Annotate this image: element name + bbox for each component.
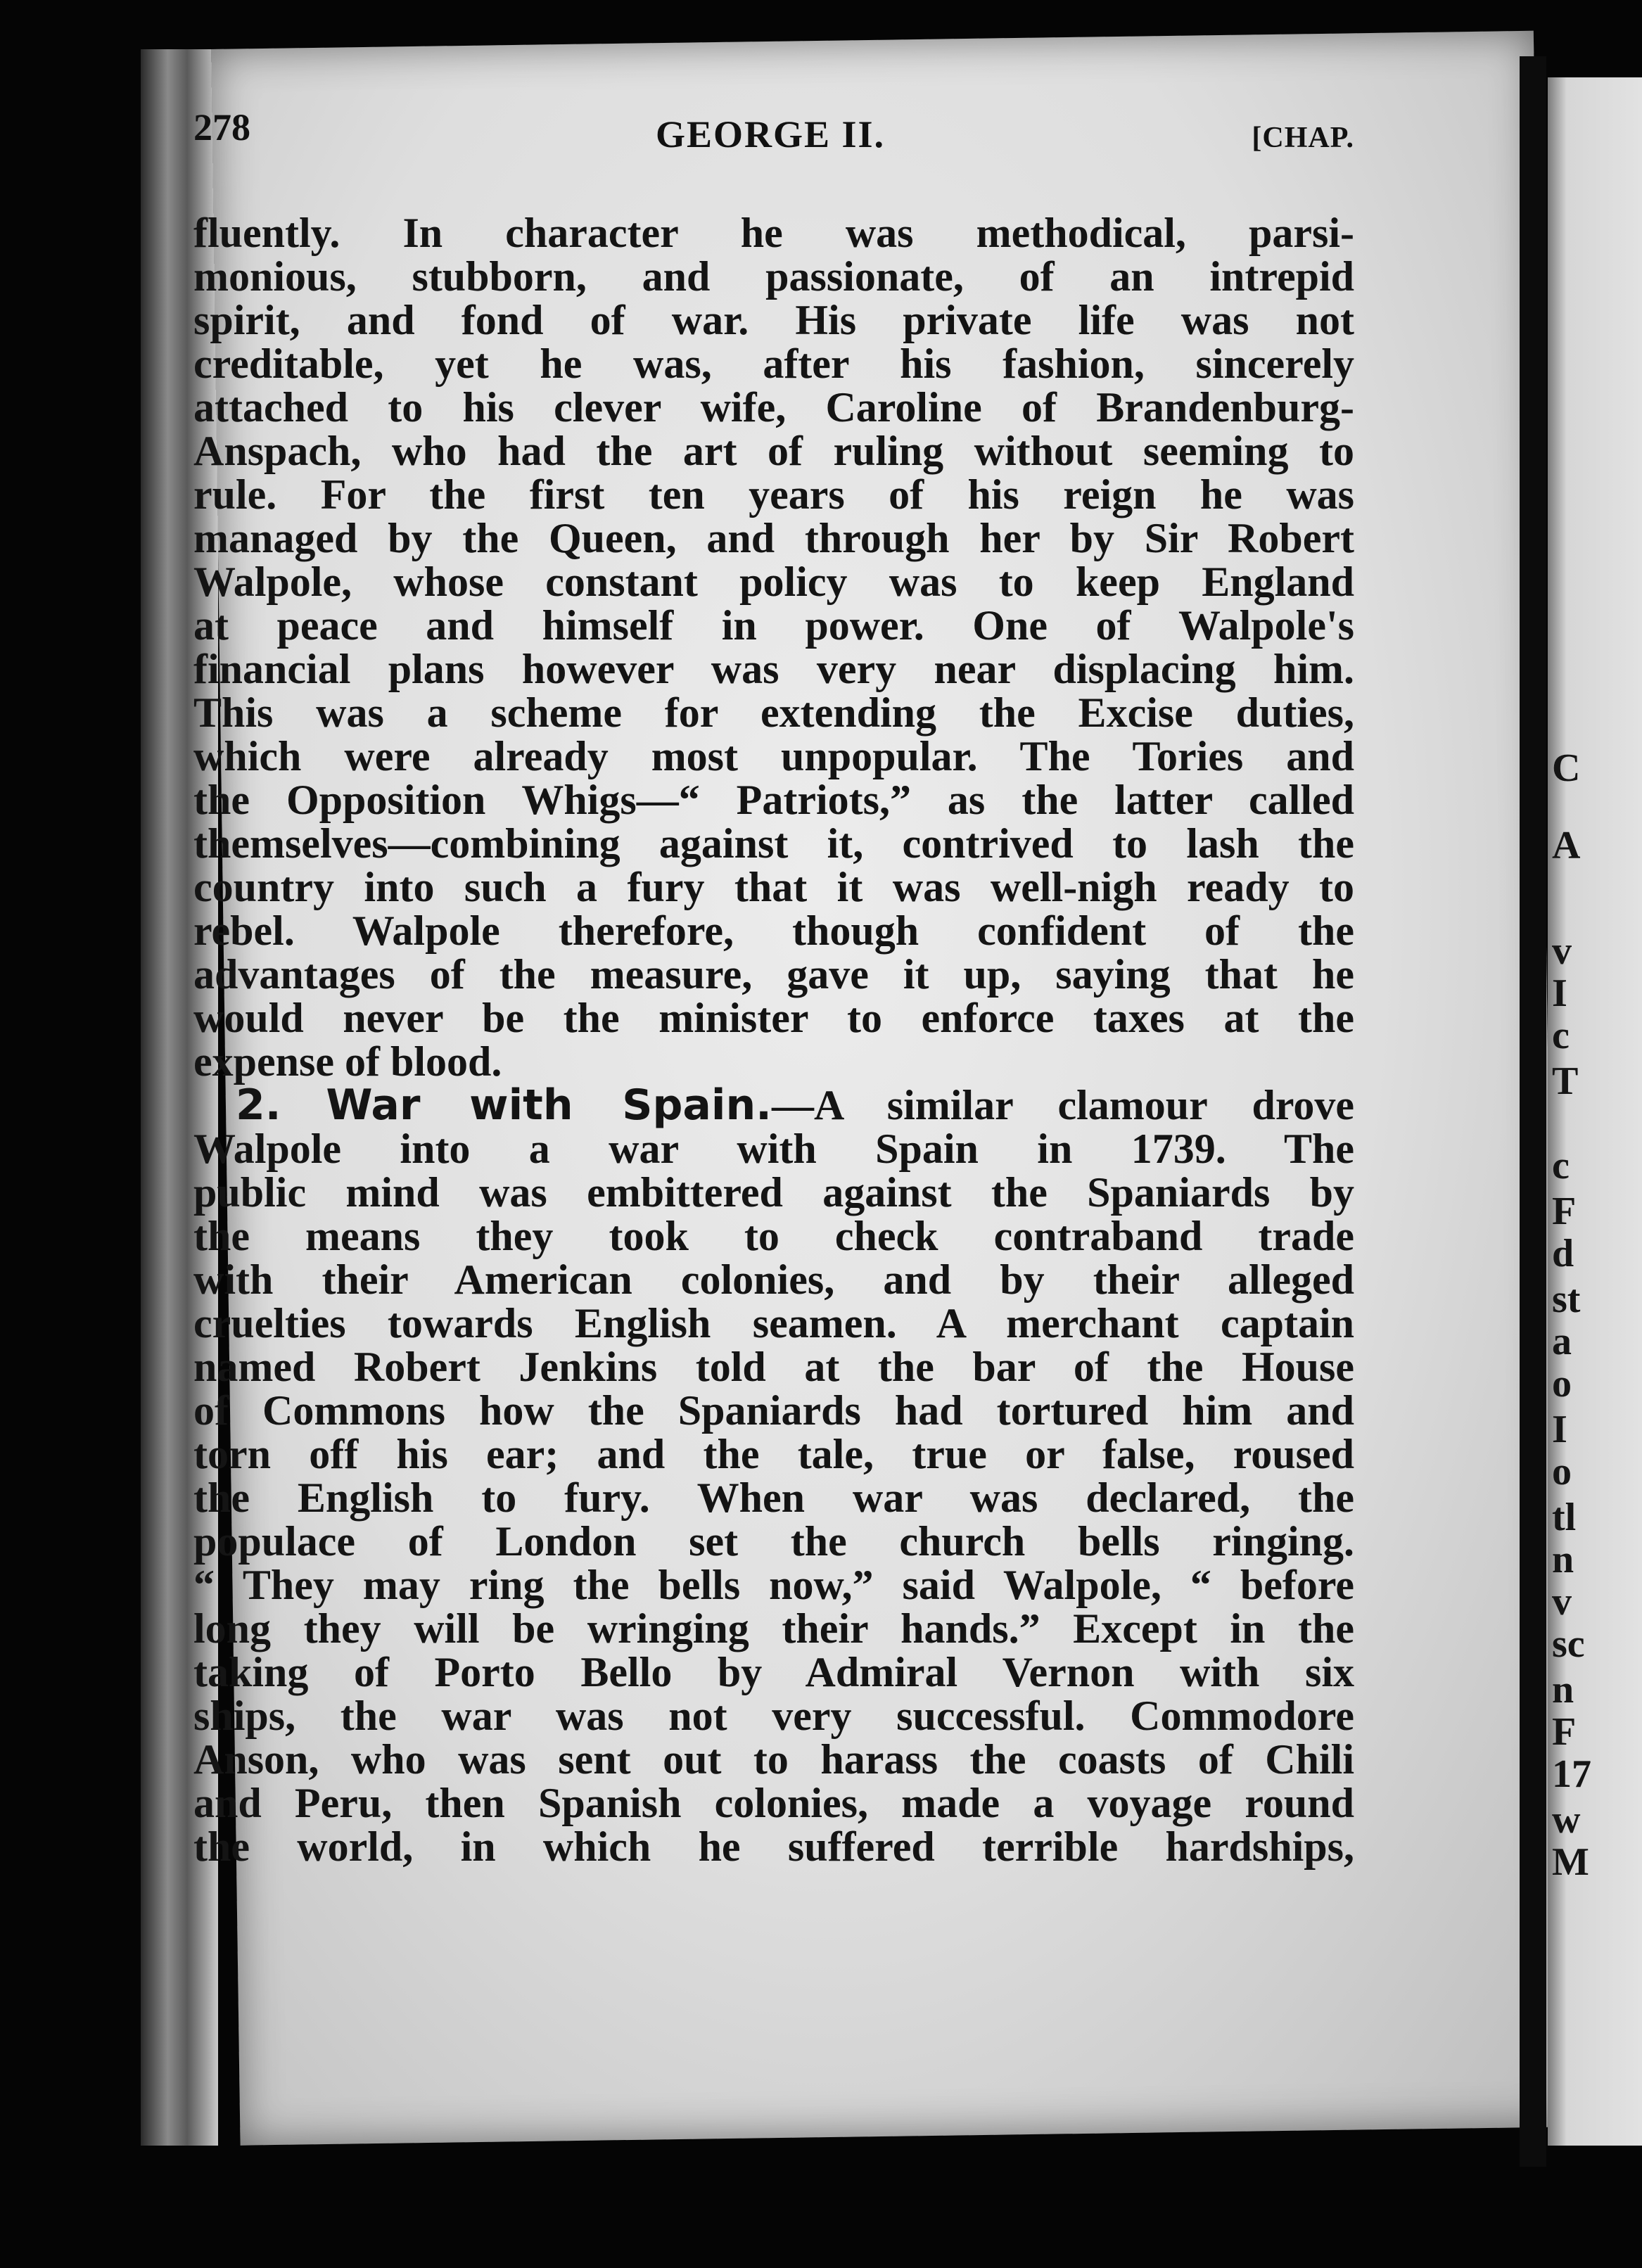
facing-page-letter: T xyxy=(1552,1059,1579,1103)
text-line: country into such a fury that it was well-nigh ready to xyxy=(193,864,1354,910)
text-line: managed by the Queen, and through her by Sir Robert xyxy=(193,515,1354,561)
section-number: 2. xyxy=(236,1081,281,1130)
facing-page-letter: M xyxy=(1552,1840,1589,1884)
text-line: Walpole into a war with Spain in 1739. The xyxy=(193,1126,1354,1172)
facing-page-letter: n xyxy=(1552,1538,1574,1581)
text-line: the Opposition Whigs—“ Patriots,” as the latter called xyxy=(193,777,1354,823)
text-line: attached to his clever wife, Caroline of Brandenburg- xyxy=(193,384,1354,431)
facing-page-letter: v xyxy=(1552,1580,1572,1624)
section-heading-line xyxy=(193,1081,1354,1130)
text-line: financial plans however was very near displacing him. xyxy=(193,646,1354,692)
text-line: torn off his ear; and the tale, true or false, roused xyxy=(193,1431,1354,1477)
facing-page-letter: c xyxy=(1552,1144,1570,1187)
text-line: the means they took to check contraband trade xyxy=(193,1213,1354,1259)
text-line: monious, stubborn, and passionate, of an intrepid xyxy=(193,253,1354,300)
facing-page-letter: C xyxy=(1552,746,1581,790)
facing-page-letter: c xyxy=(1552,1014,1570,1057)
text-line: taking of Porto Bello by Admiral Vernon with six xyxy=(193,1649,1354,1695)
text-line: cruelties towards English seamen. A merchant captain xyxy=(193,1300,1354,1346)
text-line: Walpole, whose constant policy was to keep England xyxy=(193,559,1354,605)
text-line: advantages of the measure, gave it up, saying that he xyxy=(193,951,1354,998)
text-line: would never be the minister to enforce taxes at the xyxy=(193,995,1354,1041)
section-title: War with Spain. xyxy=(326,1081,772,1130)
text-line: the English to fury. When war was declared, the xyxy=(193,1474,1354,1521)
text-line: at peace and himself in power. One of Walpole's xyxy=(193,602,1354,649)
chapter-mark: [CHAP. xyxy=(1252,122,1354,154)
facing-page-letter: v xyxy=(1552,929,1572,973)
text-line: which were already most unpopular. The Tories and xyxy=(193,733,1354,779)
facing-page-letter: a xyxy=(1552,1320,1572,1363)
text-line: long they will be wringing their hands.” Except in the xyxy=(193,1605,1354,1652)
text-line: rebel. Walpole therefore, though confident of the xyxy=(193,907,1354,954)
facing-page-letter: o xyxy=(1552,1450,1572,1493)
facing-page-letter: d xyxy=(1552,1232,1574,1275)
text-line: —A similar clamour drove xyxy=(771,1082,1354,1128)
page-number: 278 xyxy=(193,106,250,148)
facing-page-letter: I xyxy=(1552,971,1567,1015)
text-line: of Commons how the Spaniards had tortured him and xyxy=(193,1387,1354,1434)
facing-page-letter: F xyxy=(1552,1190,1577,1233)
text-line: themselves—combining against it, contrived to lash the xyxy=(193,820,1354,867)
facing-page-letter: F xyxy=(1552,1710,1577,1754)
text-line: public mind was embittered against the Spaniards by xyxy=(193,1169,1354,1216)
page-header xyxy=(193,106,1354,169)
text-line: creditable, yet he was, after his fashion, sincerely xyxy=(193,340,1354,387)
text-line: spirit, and fond of war. His private life was not xyxy=(193,297,1354,343)
text-line: ships, the war was not very successful. Commodore xyxy=(193,1693,1354,1739)
text-line: rule. For the first ten years of his reign he was xyxy=(193,471,1354,518)
text-line: fluently. In character he was methodical, parsi- xyxy=(193,210,1354,256)
running-head: GEORGE II. xyxy=(655,113,886,155)
text-line: Anspach, who had the art of ruling without seeming to xyxy=(193,428,1354,474)
text-line: This was a scheme for extending the Excise duties, xyxy=(193,689,1354,736)
facing-page-letter: o xyxy=(1552,1362,1572,1406)
facing-page-letter: sc xyxy=(1552,1622,1585,1666)
facing-page-letter: tl xyxy=(1552,1496,1577,1539)
text-line: and Peru, then Spanish colonies, made a voyage round xyxy=(193,1780,1354,1826)
facing-page-letter: st xyxy=(1552,1278,1581,1321)
text-line: named Robert Jenkins told at the bar of the House xyxy=(193,1344,1354,1390)
text-line: the world, in which he suffered terrible hardships, xyxy=(193,1823,1354,1870)
facing-page-letter: A xyxy=(1552,824,1581,867)
facing-page-letter: n xyxy=(1552,1668,1574,1712)
text-line: Anson, who was sent out to harass the coasts of Chili xyxy=(193,1736,1354,1783)
text-line: populace of London set the church bells ringing. xyxy=(193,1518,1354,1565)
facing-page-letter: w xyxy=(1552,1798,1581,1842)
facing-page-fragment xyxy=(1548,77,1642,2146)
facing-page-letter: 17 xyxy=(1552,1752,1591,1796)
facing-page-letter: I xyxy=(1552,1408,1567,1451)
text-line: with their American colonies, and by their alleged xyxy=(193,1256,1354,1303)
book-gutter xyxy=(1520,56,1546,2167)
body-text xyxy=(193,211,1354,1868)
text-line: “ They may ring the bells now,” said Walpole, “ before xyxy=(193,1562,1354,1608)
text-line: expense of blood. xyxy=(193,1038,502,1085)
